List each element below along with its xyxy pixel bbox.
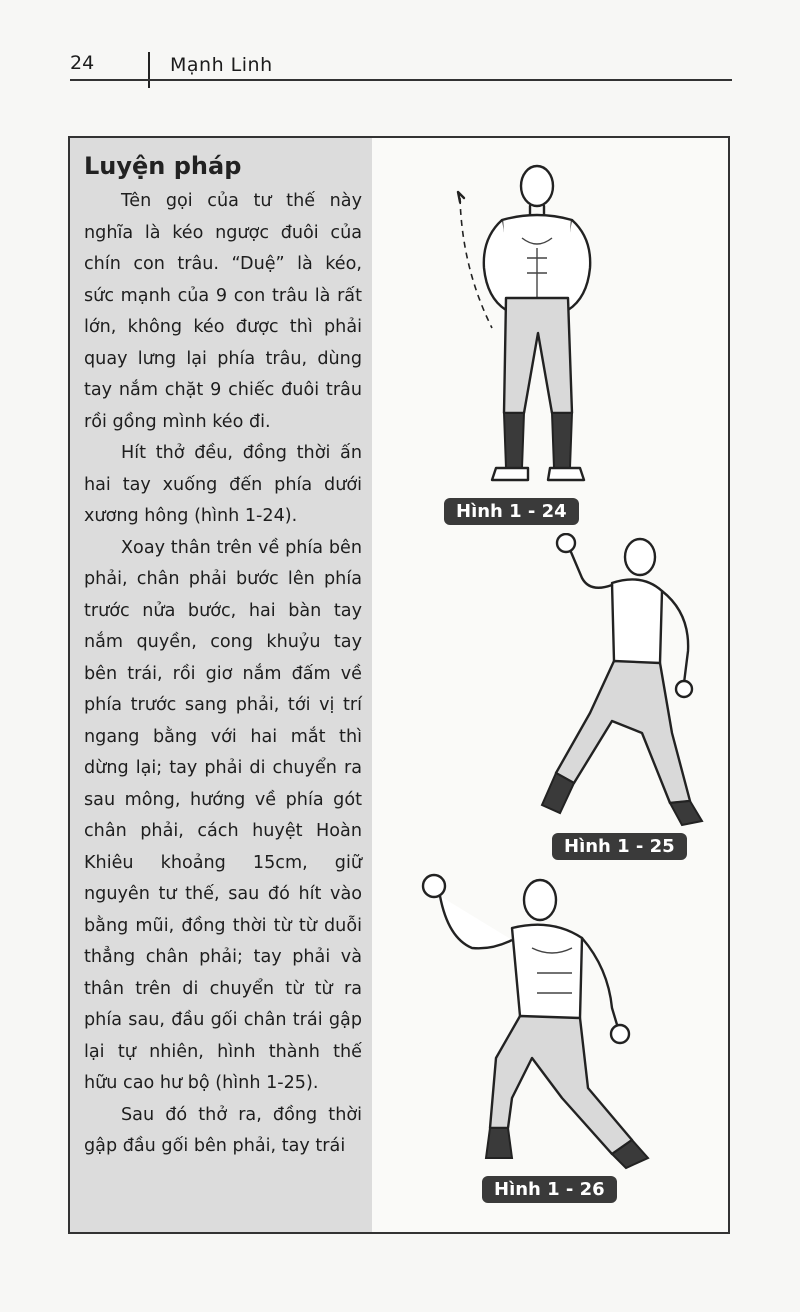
header-divider (148, 52, 150, 88)
author-name: Mạnh Linh (170, 54, 273, 76)
figure-1-25 (512, 533, 712, 857)
lunging-figure-icon (412, 858, 672, 1178)
figure-caption-1-26: Hình 1 - 26 (482, 1176, 617, 1203)
paragraph-1: Tên gọi của tư thế này nghĩa là kéo ngược đuôi của chín con trâu. “Duệ” là kéo, sức mạnh của 9 con trâu là rất lớn, không kéo được thì phải quay lưng lại phía trâu, dùng tay nắm chặt 9 chiếc đuôi trâu rồi gồng mình kéo đi. (84, 191, 362, 432)
figure-1-24 (432, 158, 632, 522)
figure-caption-1-24: Hình 1 - 24 (444, 498, 579, 525)
section-title: Luyện pháp (84, 152, 242, 180)
stepping-figure-icon (512, 533, 712, 833)
header-rule (70, 79, 732, 81)
text-column (70, 138, 372, 1232)
paragraph-3: Xoay thân trên về phía bên phải, chân phải bước lên phía trước nửa bước, hai bàn tay nắm quyền, cong khuỷu tay bên trái, rồi giơ nắm đấm về phía trước sang phải, tới vị trí ngang bằng với hai mắt thì dừng lại; tay phải di chuyển ra sau mông, hướng về phía gót chân phải, cách huyệt Hoàn Khiêu khoảng 15cm, giữ nguyên tư thế, sau đó hít vào bằng mũi, đồng thời từ từ duỗi thẳng chân phải; tay phải và thân trên di chuyển từ từ ra phía sau, đầu gối chân trái gập lại tự nhiên, hình thành thế hữu cao hư bộ (hình 1-25). (84, 537, 362, 1093)
figure-caption-1-25: Hình 1 - 25 (552, 833, 687, 860)
page-number: 24 (70, 52, 95, 74)
paragraph-4: Sau đó thở ra, đồng thời gập đầu gối bên phải, tay trái (84, 1104, 362, 1156)
page-header (70, 48, 732, 88)
figure-column (372, 138, 728, 1232)
standing-figure-icon (432, 158, 632, 498)
paragraph-2: Hít thở đều, đồng thời ấn hai tay xuống đến phía dưới xương hông (hình 1-24). (84, 443, 362, 526)
figure-1-26 (412, 858, 672, 1200)
content-frame (68, 136, 730, 1234)
